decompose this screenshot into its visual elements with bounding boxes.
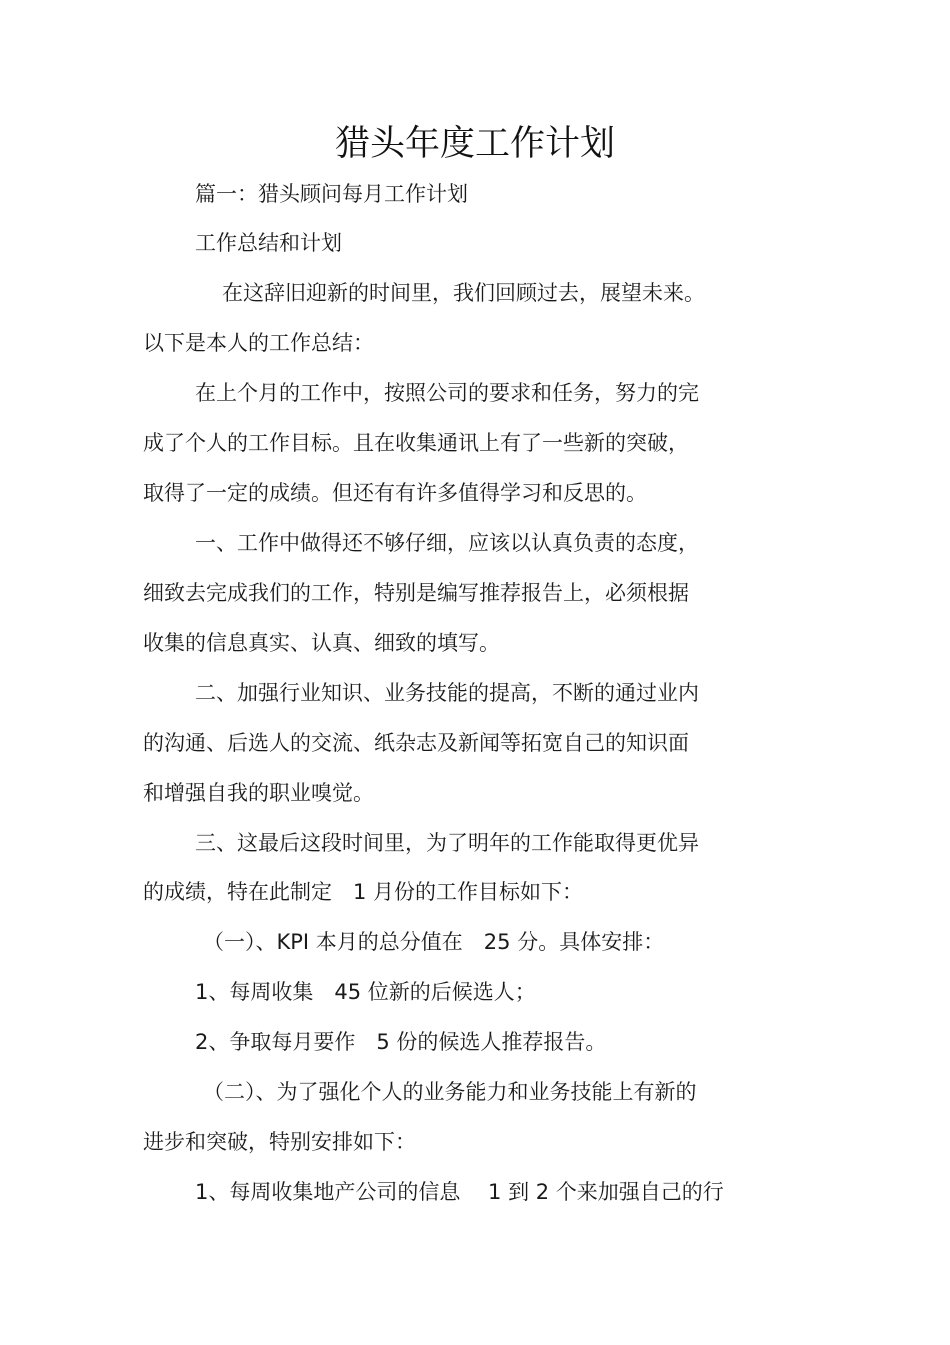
paragraph-line: 细致去完成我们的工作，特别是编写推荐报告上，必须根据 [143, 581, 689, 605]
list-item: 2、争取每月要作 5 份的候选人推荐报告。 [195, 1030, 607, 1054]
paragraph-line: 在上个月的工作中，按照公司的要求和任务，努力的完 [195, 381, 699, 405]
paragraph-line: 和增强自我的职业嗅觉。 [143, 781, 374, 805]
paragraph-line: 的成绩，特在此制定 1 月份的工作目标如下： [143, 880, 584, 904]
paragraph-line: 成了个人的工作目标。且在收集通讯上有了一些新的突破， [143, 431, 689, 455]
list-heading: （一）、KPI 本月的总分值在 25 分。具体安排： [203, 930, 665, 954]
paragraph-line: 在这辞旧迎新的时间里，我们回顾过去，展望未来。 [222, 281, 705, 305]
list-item: 1、每周收集 45 位新的后候选人； [195, 980, 536, 1004]
section-heading: 篇一：猎头顾问每月工作计划 [195, 182, 468, 206]
paragraph-line: 取得了一定的成绩。但还有有许多值得学习和反思的。 [143, 481, 647, 505]
paragraph-line: 的沟通、后选人的交流、纸杂志及新闻等拓宽自己的知识面 [143, 731, 689, 755]
subheading: 工作总结和计划 [195, 231, 342, 255]
list-item: 1、每周收集地产公司的信息 1 到 2 个来加强自己的行 [195, 1180, 724, 1204]
paragraph-line: 一、工作中做得还不够仔细，应该以认真负责的态度， [195, 531, 699, 555]
paragraph-line: 二、加强行业知识、业务技能的提高，不断的通过业内 [195, 681, 699, 705]
paragraph-line: 三、这最后这段时间里，为了明年的工作能取得更优异 [195, 831, 699, 855]
document-title: 猎头年度工作计划 [334, 124, 615, 164]
paragraph-line: 收集的信息真实、认真、细致的填写。 [143, 631, 500, 655]
paragraph-line: 以下是本人的工作总结： [143, 331, 374, 355]
paragraph-line: 进步和突破，特别安排如下： [143, 1130, 416, 1154]
list-heading: （二）、为了强化个人的业务能力和业务技能上有新的 [203, 1080, 697, 1104]
